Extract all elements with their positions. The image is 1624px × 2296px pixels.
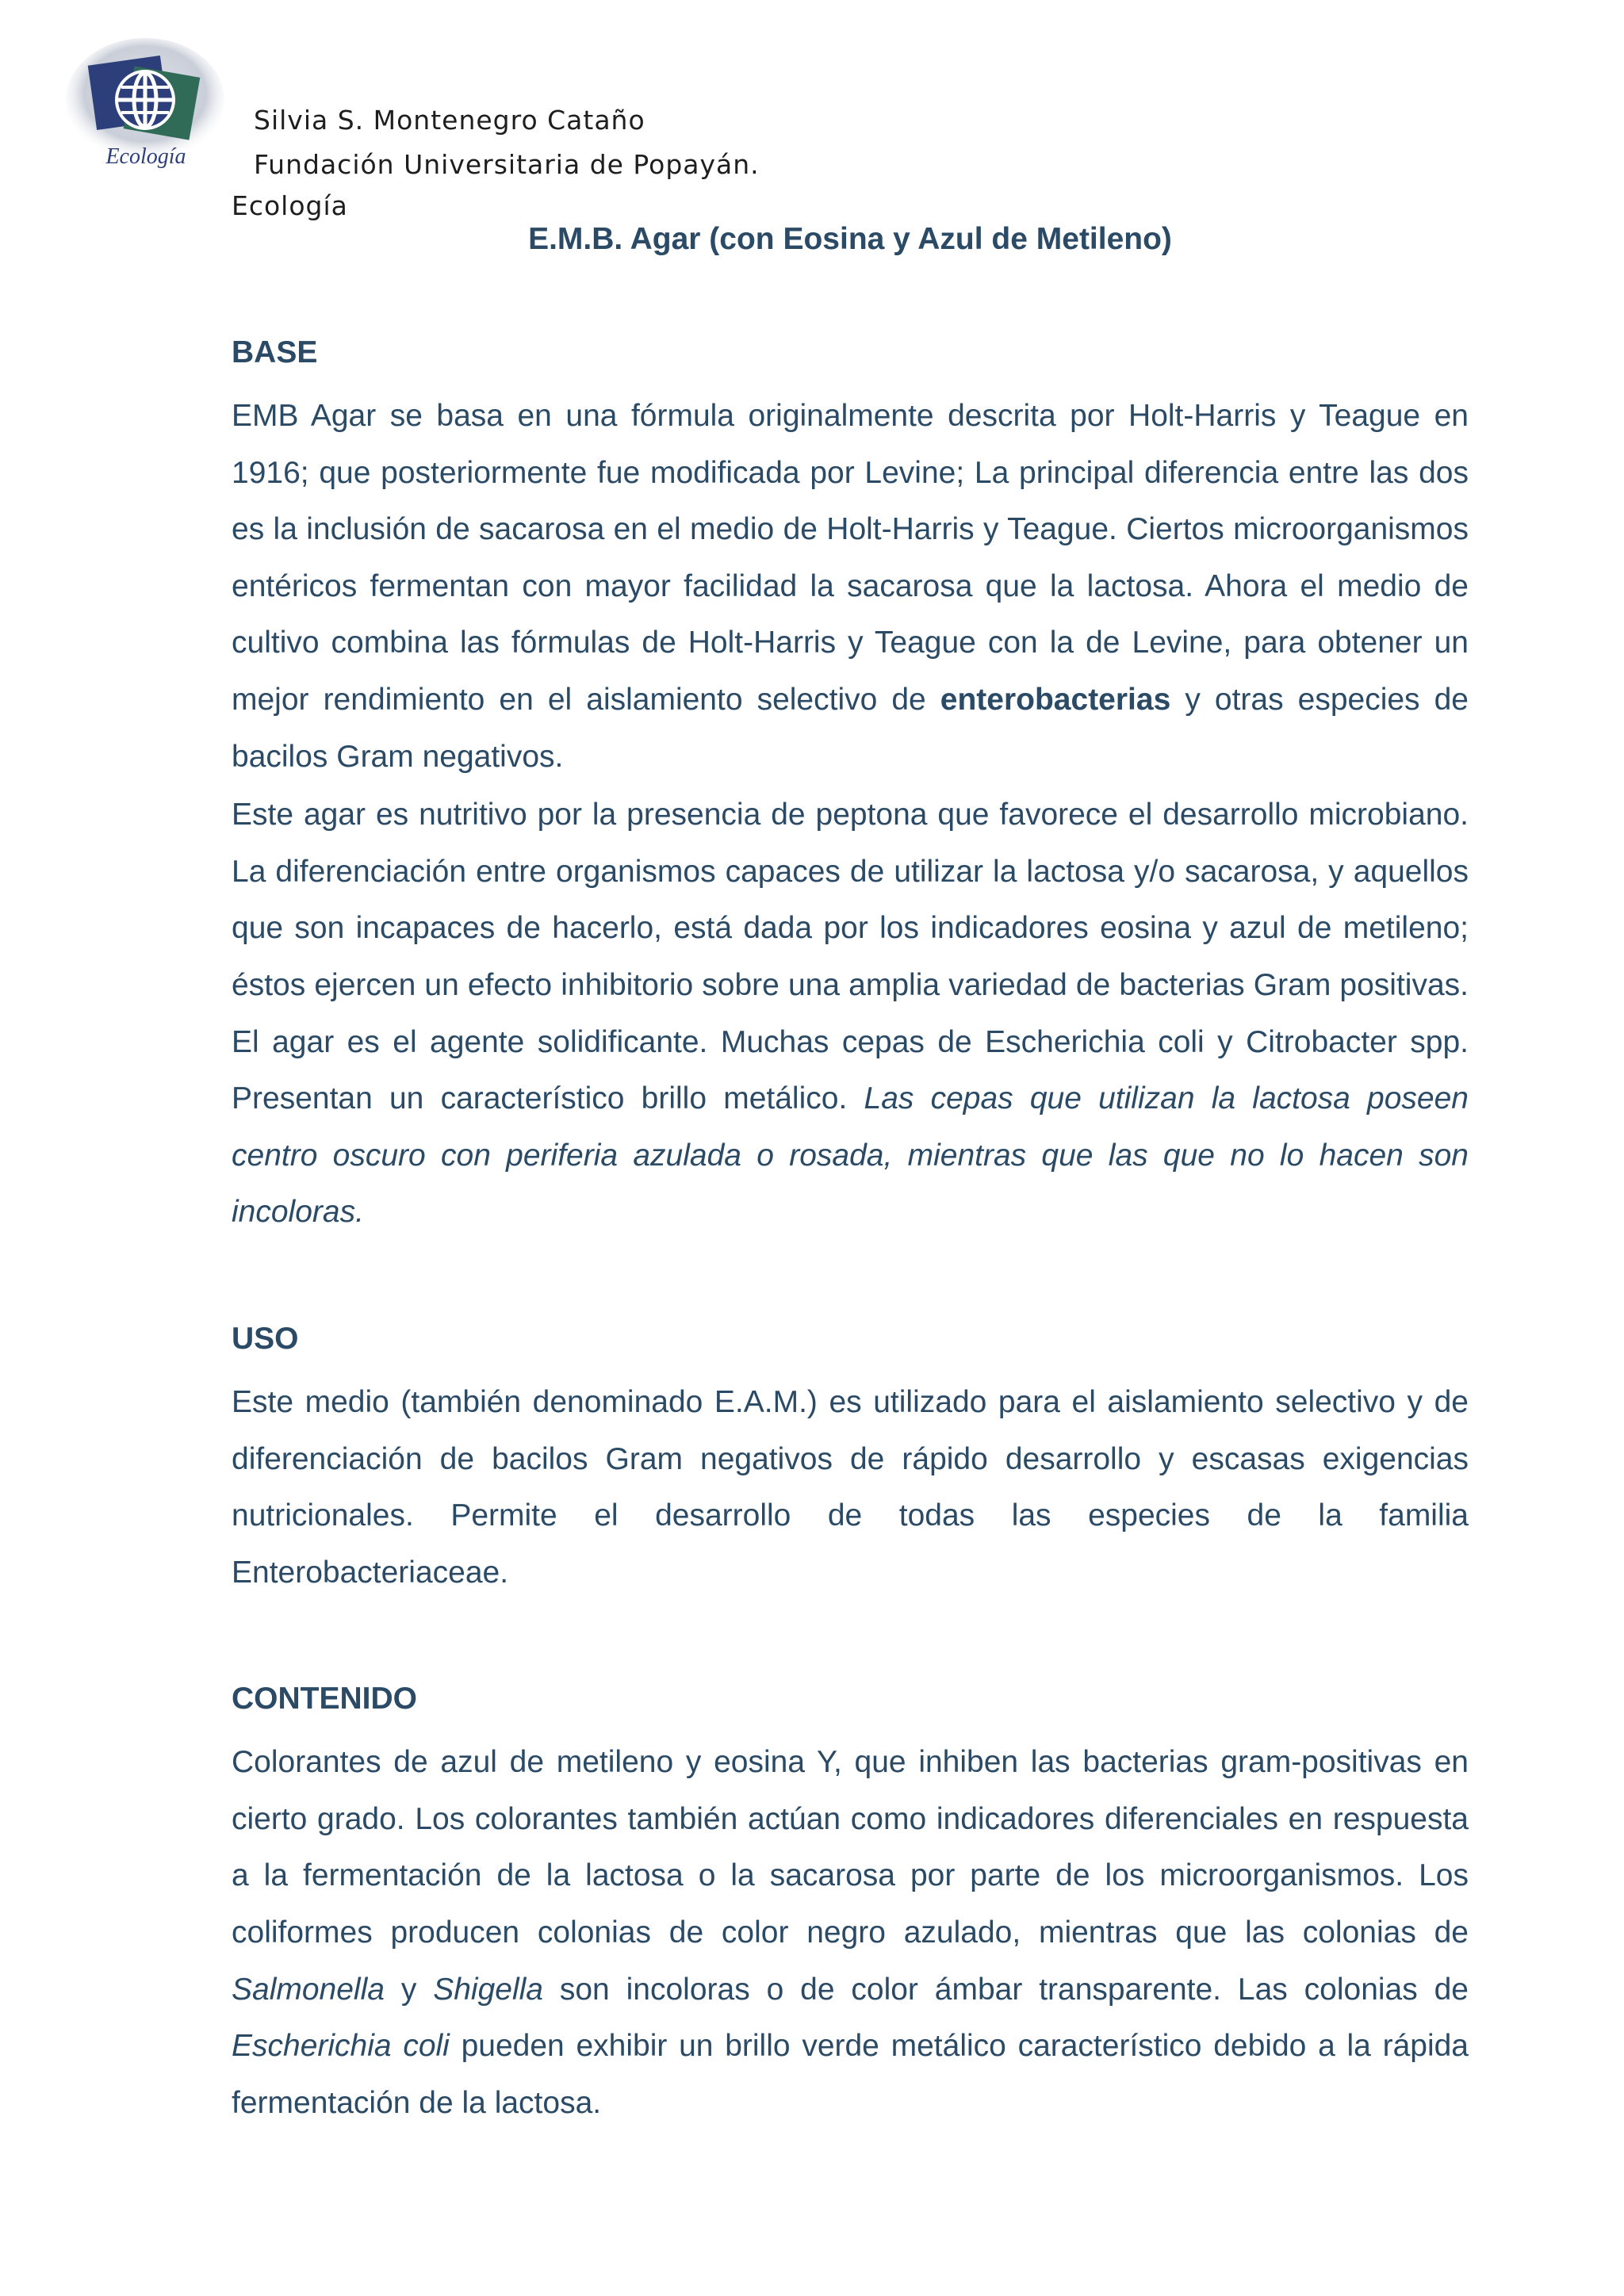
shigella-term: Shigella — [433, 1972, 543, 2007]
author-name: Silvia S. Montenegro Cataño — [254, 105, 645, 136]
base-paragraph-2 — [232, 786, 1469, 1241]
contenido-p1-text-a: Colorantes de azul de metileno y eosina Y, que inhiben las bacterias gram-positivas en cierto grado. Los colorantes también actúan como indicadores diferenciales en respuesta a la fermentación de la lactosa o la sacarosa por parte de los microorganismos. Los coliformes producen colonias de color negro azulado, mientras que las colonias de — [232, 1745, 1469, 1950]
base-p1-text-a: EMB Agar se basa en una fórmula originalmente descrita por Holt-Harris y Teague en 1916; que posteriormente fue modificada por Levine; La principal diferencia entre las dos es la inclusión de sacarosa en el medio de Holt-Harris y Teague. Ciertos microorganismos entéricos fermentan con mayor facilidad la sacarosa que la lactosa. Ahora el medio de cultivo combina las fórmulas de Holt-Harris y Teague con la de Levine, para obtener un mejor rendimiento en el aislamiento selectivo de — [232, 399, 1469, 717]
section-heading-uso: USO — [232, 1321, 299, 1356]
base-p2-text: Este agar es nutritivo por la presencia de peptona que favorece el desarrollo microbiano. La diferenciación entre organismos capaces de utilizar la lactosa y/o sacarosa, y aquellos que son incapaces de hacerlo, está dada por los indicadores eosina y azul de metileno; éstos ejercen un efecto inhibitorio sobre una amplia variedad de bacterias Gram positivas. El agar es el agente solidificante. Muchas cepas de Escherichia coli y Citrobacter spp. Presentan un característico brillo metálico. — [232, 798, 1469, 1116]
contenido-p1-text-b: son incoloras o de color ámbar transparente. Las colonias de — [542, 1972, 1469, 2007]
globe-icon — [62, 36, 228, 171]
department-name: Ecología — [232, 190, 348, 221]
section-heading-contenido: CONTENIDO — [232, 1682, 417, 1716]
uso-paragraph-1: Este medio (también denominado E.A.M.) es utilizado para el aislamiento selectivo y de diferenciación de bacilos Gram negativos de rápido desarrollo y escasas exigencias nutricionales. Permite el desarrollo de todas las especies de la familia Enterobacteriaceae. — [232, 1384, 1469, 1590]
base-p1-text-b: y otras especies de bacilos Gram negativos. — [232, 682, 1469, 774]
base-p1-bold-term: enterobacterias — [940, 682, 1171, 717]
contenido-p1-conjunction: y — [384, 1972, 434, 2007]
institution-name: Fundación Universitaria de Popayán. — [254, 149, 760, 180]
contenido-paragraph-1 — [232, 1734, 1469, 2131]
base-p2-italic-text: Las cepas que utilizan la lactosa poseen centro oscuro con periferia azulada o rosada, mientras que las que no lo hacen son incoloras. — [232, 1081, 1469, 1230]
contenido-p1-text-c: pueden exhibir un brillo verde metálico característico debido a la rápida fermentación de la lactosa. — [232, 2029, 1469, 2120]
logo-text: Ecología — [105, 144, 186, 169]
ecologia-logo — [62, 36, 228, 171]
document-title: E.M.B. Agar (con Eosina y Azul de Metileno) — [528, 222, 1172, 256]
ecoli-term: Escherichia coli — [232, 2029, 450, 2064]
salmonella-term: Salmonella — [232, 1972, 385, 2007]
base-paragraph-1 — [232, 388, 1469, 785]
document-body — [232, 329, 1469, 2131]
section-heading-base: BASE — [232, 335, 318, 369]
